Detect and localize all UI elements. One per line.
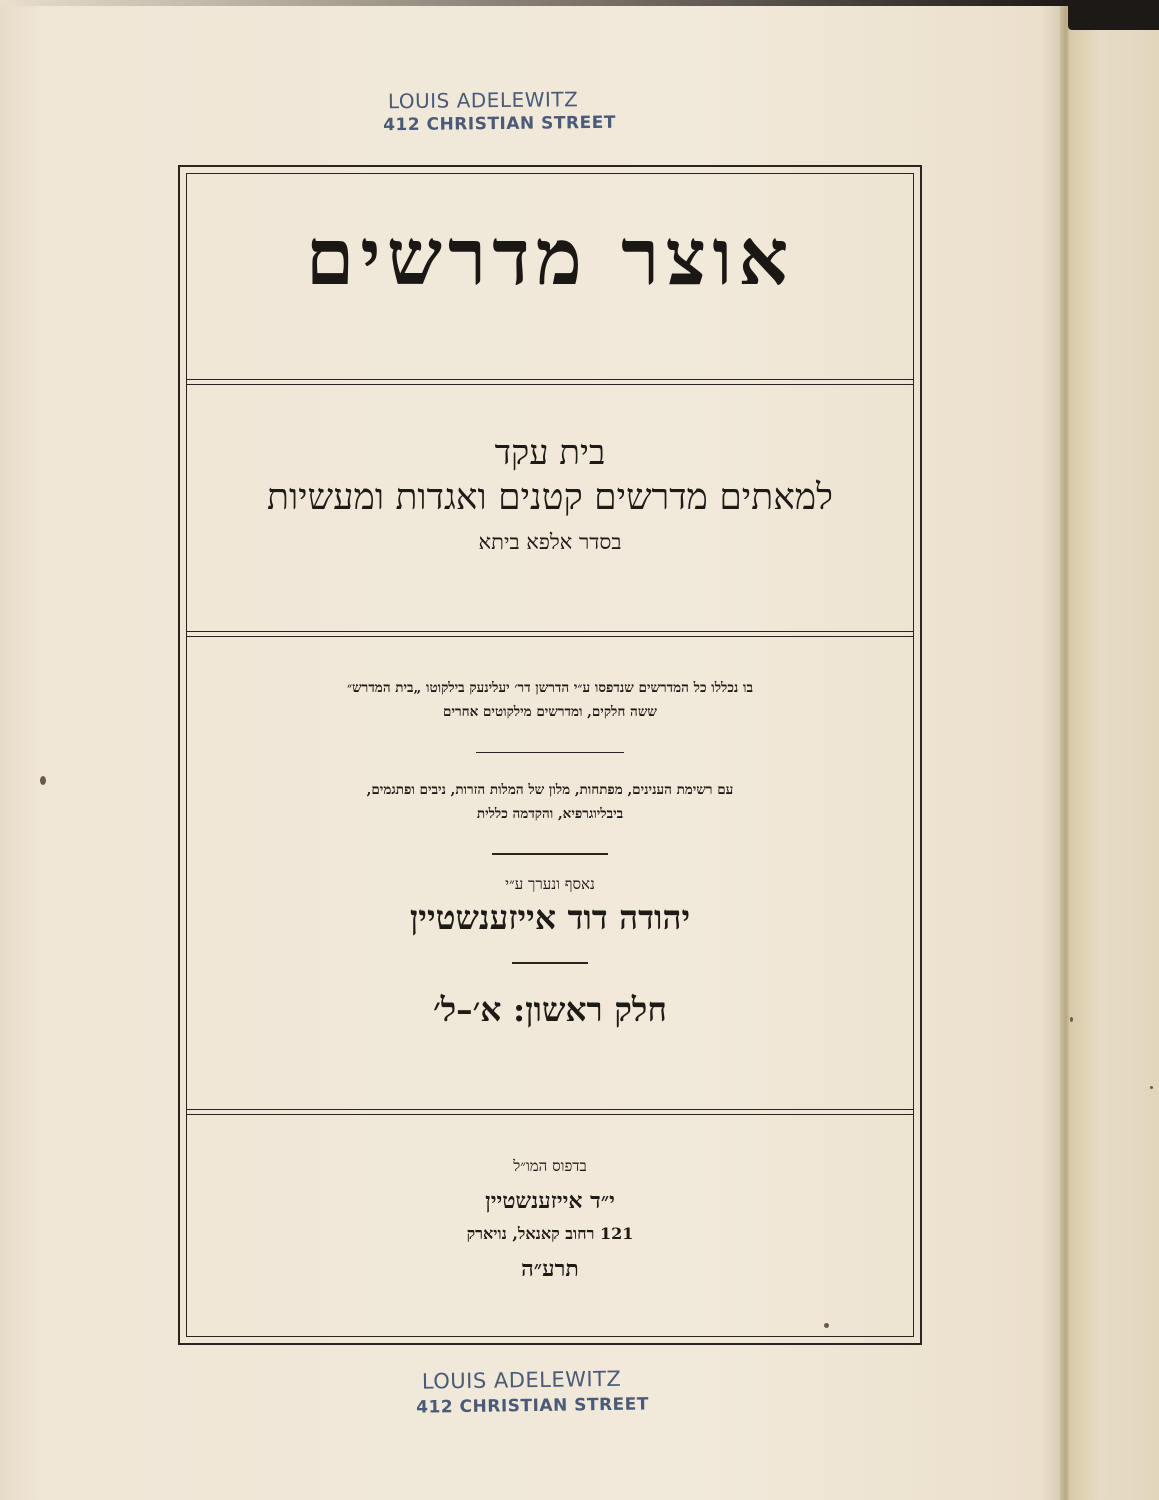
title-frame [178,165,922,1345]
editor-name: יהודה דוד אייזענשטיין [409,897,691,937]
contents-line-2: ששה חלקים, ומדרשים מילקוטים אחרים [443,703,657,720]
stamp-name: LOUIS ADELEWITZ [387,87,579,114]
stamp-name: LOUIS ADELEWITZ [421,1366,622,1394]
stamp-address: 412 CHRISTIAN STREET [416,1394,650,1418]
owner-stamp-bottom [416,1366,650,1418]
contents-section [190,677,910,1030]
section-divider [186,379,914,385]
publisher-label: בדפוס המו״ל [513,1157,587,1175]
rule [492,853,608,855]
rule [512,962,588,964]
title-section [190,212,910,303]
stamp-address: 412 CHRISTIAN STREET [383,112,616,136]
paper-fleck [1070,1017,1073,1022]
owner-stamp-top [383,87,616,136]
publication-year: תרע״ה [521,1256,579,1282]
rule [476,752,624,753]
paper-fleck [1150,1086,1153,1089]
subtitle-line-2: למאתים מדרשים קטנים ואגדות ומעשיות [267,477,833,519]
contents-line-1: בו נכללו כל המדרשים שנדפסו ע״י הדרשן דר׳ יעלינעק בילקוטו „בית המדרש״ [347,680,753,696]
facing-page-edge [1070,0,1159,1500]
subtitle-line-1: בית עקד [494,433,606,473]
book-cover-corner [1068,0,1159,30]
section-divider [186,631,914,637]
book-spine [1060,0,1070,1500]
contents-line-4: ביבליוגרפיא, והקדמה כללית [476,805,624,822]
paper-fleck [824,1323,829,1328]
subtitle-section [190,431,910,560]
publisher-address: 121 רחוב קאנאל, נויארק [466,1224,634,1243]
editor-label: נאסף ונערך ע״י [505,874,595,893]
cover-edge [0,0,1159,6]
book-title: אוצר מדרשים [305,212,795,303]
section-divider [186,1109,914,1115]
imprint-section [190,1157,910,1282]
subtitle-line-3: בסדר אלפא ביתא [478,529,622,554]
volume-part: חלק ראשון: א׳–ל׳ [433,989,667,1029]
contents-line-3: עם רשימת הענינים, מפתחות, מלון של המלות הזרות, ניבים ופתגמים, [366,782,734,799]
publisher-name: י״ד אייזענשטיין [485,1188,615,1214]
paper-fleck [40,776,46,785]
